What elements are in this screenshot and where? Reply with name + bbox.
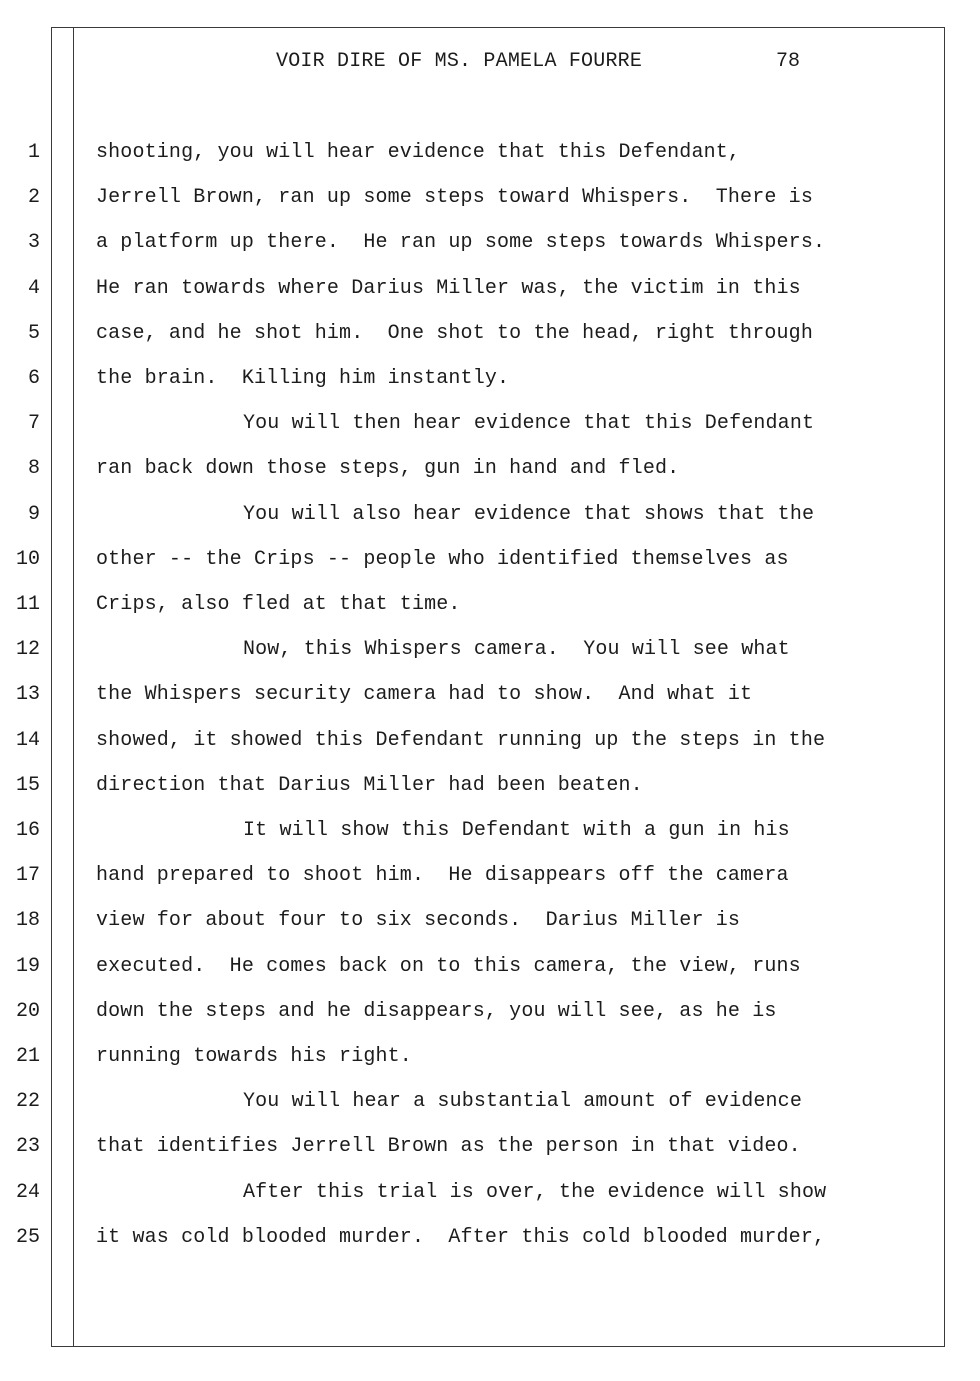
transcript-line: You will then hear evidence that this Defendant	[243, 412, 815, 435]
line-number: 16	[15, 819, 40, 842]
line-number: 10	[15, 548, 40, 571]
line-number: 1	[27, 141, 40, 164]
line-number: 24	[15, 1181, 40, 1204]
line-number: 2	[27, 186, 40, 209]
line-number: 6	[27, 367, 40, 390]
transcript-line: view for about four to six seconds. Darius Miller is	[96, 909, 741, 932]
line-number: 17	[15, 864, 40, 887]
transcript-line: case, and he shot him. One shot to the head, right through	[96, 322, 813, 345]
line-number: 21	[15, 1045, 40, 1068]
transcript-line: the Whispers security camera had to show. And what it	[96, 683, 753, 706]
transcript-line: Crips, also fled at that time.	[96, 593, 461, 616]
line-number: 14	[15, 729, 40, 752]
line-number: 11	[15, 593, 40, 616]
transcript-line: running towards his right.	[96, 1045, 412, 1068]
line-number: 22	[15, 1090, 40, 1113]
transcript-line: He ran towards where Darius Miller was, the victim in this	[96, 277, 801, 300]
transcript-line: showed, it showed this Defendant running up the steps in the	[96, 729, 826, 752]
transcript-line: After this trial is over, the evidence will show	[243, 1181, 827, 1204]
transcript-line: ran back down those steps, gun in hand and fled.	[96, 457, 680, 480]
line-number: 15	[15, 774, 40, 797]
line-number: 5	[27, 322, 40, 345]
transcript-line: the brain. Killing him instantly.	[96, 367, 510, 390]
transcript-line: Now, this Whispers camera. You will see what	[243, 638, 790, 661]
line-number: 7	[27, 412, 40, 435]
transcript-line: that identifies Jerrell Brown as the person in that video.	[96, 1135, 801, 1158]
line-number-margin-rule	[73, 27, 74, 1347]
line-number: 23	[15, 1135, 40, 1158]
transcript-line: You will also hear evidence that shows that the	[243, 503, 815, 526]
transcript-line: It will show this Defendant with a gun in his	[243, 819, 790, 842]
line-number: 25	[15, 1226, 40, 1249]
transcript-line: You will hear a substantial amount of evidence	[243, 1090, 802, 1113]
line-number: 8	[27, 457, 40, 480]
line-number: 12	[15, 638, 40, 661]
transcript-line: executed. He comes back on to this camera, the view, runs	[96, 955, 801, 978]
transcript-line: down the steps and he disappears, you will see, as he is	[96, 1000, 777, 1023]
transcript-line: a platform up there. He ran up some steps towards Whispers.	[96, 231, 826, 254]
line-number: 9	[27, 503, 40, 526]
page-number: 78	[776, 50, 801, 73]
line-number: 20	[15, 1000, 40, 1023]
transcript-line: Jerrell Brown, ran up some steps toward Whispers. There is	[96, 186, 813, 209]
transcript-line: hand prepared to shoot him. He disappears off the camera	[96, 864, 789, 887]
line-number: 13	[15, 683, 40, 706]
transcript-line: it was cold blooded murder. After this cold blooded murder,	[96, 1226, 826, 1249]
line-number: 19	[15, 955, 40, 978]
transcript-line: direction that Darius Miller had been beaten.	[96, 774, 643, 797]
line-number: 4	[27, 277, 40, 300]
transcript-line: other -- the Crips -- people who identified themselves as	[96, 548, 789, 571]
transcript-line: shooting, you will hear evidence that this Defendant,	[96, 141, 741, 164]
page-header-title: VOIR DIRE OF MS. PAMELA FOURRE	[276, 50, 643, 73]
line-number: 3	[27, 231, 40, 254]
line-number: 18	[15, 909, 40, 932]
